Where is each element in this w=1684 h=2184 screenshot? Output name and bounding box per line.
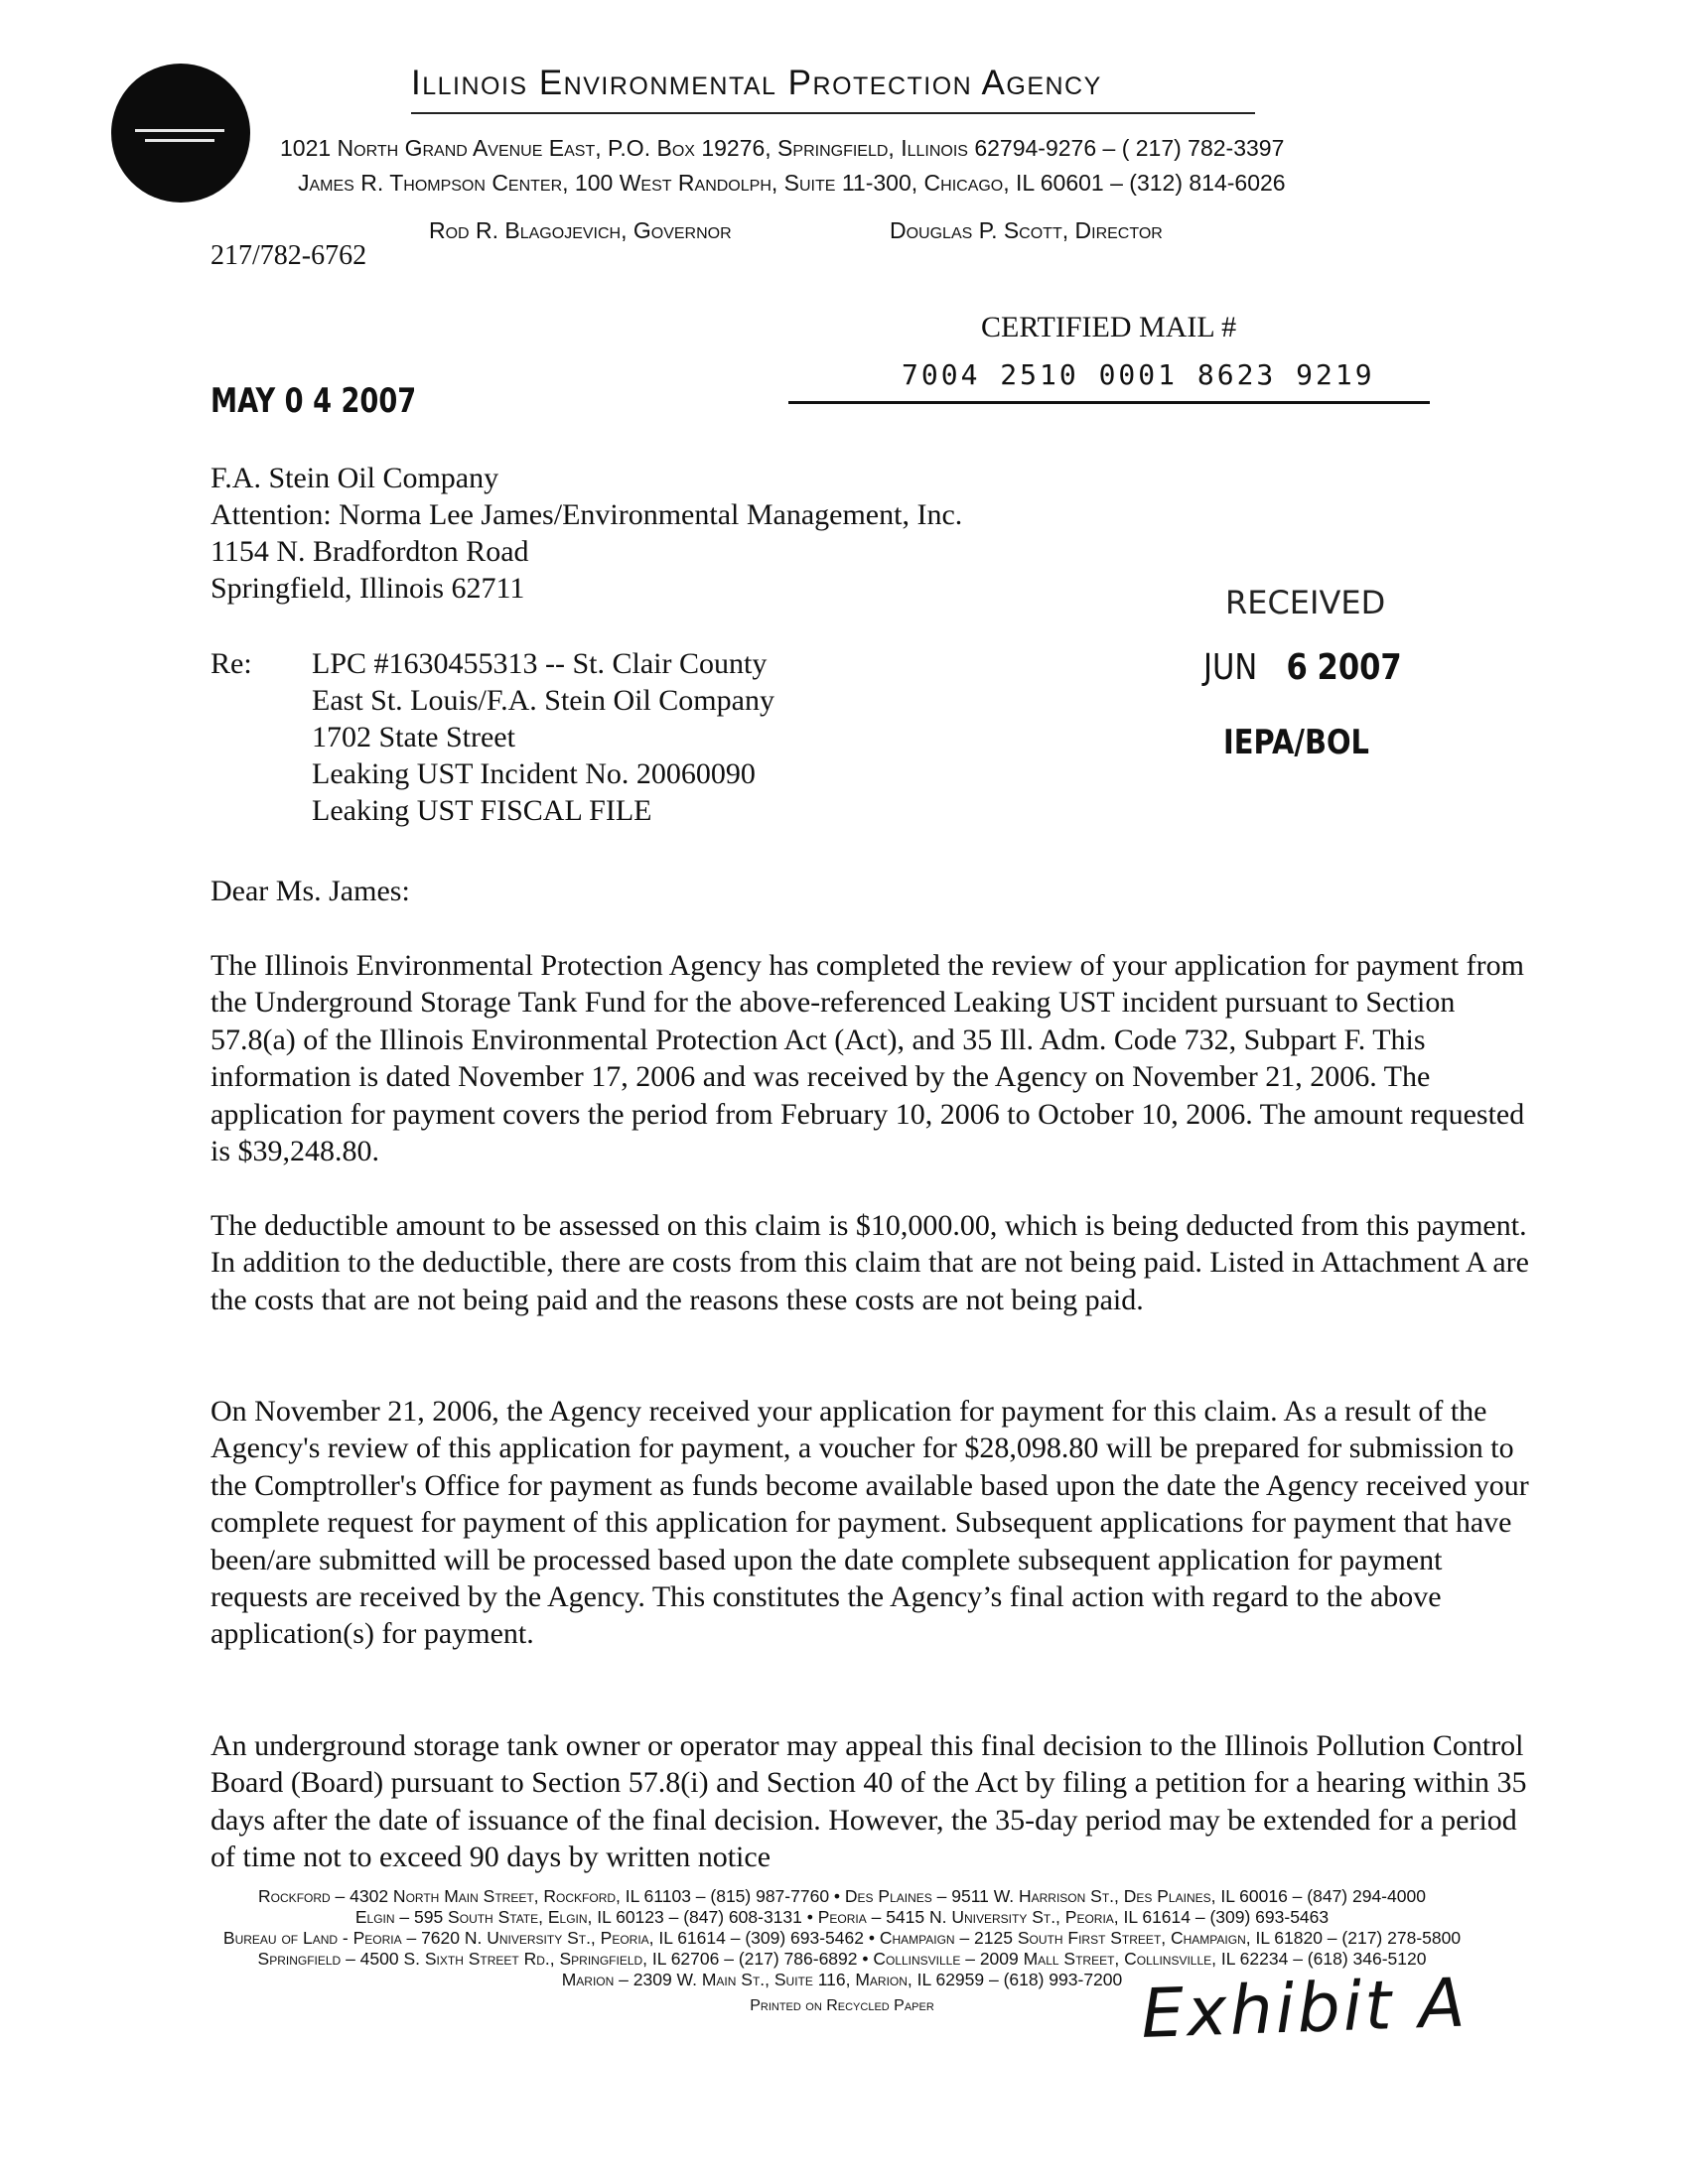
- letterhead-divider: [411, 112, 1255, 114]
- re-label: Re:: [210, 647, 252, 680]
- date-stamp: MAY 0 4 2007: [210, 381, 417, 421]
- re-line: 1702 State Street: [312, 721, 515, 753]
- paragraph-text: On November 21, 2006, the Agency received your application for payment for this claim. As a result of the Agency's review of this application for payment, a voucher for $28,098.80 will be prepared for submission to the Comptroller's Office for payment as funds become available based upon the date the Agency received your complete request for payment of this application for payment. Subsequent applications for payment that have been/are submitted will be processed based upon the date complete subsequent application for payment requests are received by the Agency. This constitutes the Agency’s final action with regard to the above application(s) for payment.: [210, 1395, 1529, 1651]
- body-paragraph: [210, 1207, 1541, 1318]
- governor-name: Rod R. Blagojevich, Governor: [429, 217, 732, 243]
- springfield-address: 1021 North Grand Avenue East, P.O. Box 19276, Springfield, Illinois 62794-9276 – ( 217) 782-3397: [280, 135, 1285, 161]
- re-line: East St. Louis/F.A. Stein Oil Company: [312, 684, 774, 717]
- certified-mail-label: CERTIFIED MAIL #: [981, 311, 1237, 343]
- exhibit-label: Exhibit A: [1140, 1964, 1470, 2054]
- chicago-address: James R. Thompson Center, 100 West Randolph, Suite 11-300, Chicago, IL 60601 – (312) 814-6026: [298, 170, 1286, 196]
- body-paragraph: [210, 1393, 1541, 1653]
- salutation: Dear Ms. James:: [210, 875, 410, 907]
- agency-name: Illinois Environmental Protection Agency: [411, 64, 1102, 102]
- footer-line: Rockford – 4302 North Main Street, Rockford, IL 61103 – (815) 987-7760 • Des Plaines – 9511 W. Harrison St., Des Plaines, IL 60016 – (847) 294-4000: [258, 1886, 1426, 1906]
- received-stamp-word: RECEIVED: [1225, 584, 1386, 621]
- footer-line: Bureau of Land - Peoria – 7620 N. University St., Peoria, IL 61614 – (309) 693-5462 • Champaign – 2125 South First Street, Champaign, IL 61820 – (217) 278-5800: [222, 1928, 1462, 1948]
- recipient-city: Springfield, Illinois 62711: [210, 572, 525, 605]
- received-stamp-day: 6: [1286, 647, 1308, 688]
- logo-stripe: [145, 139, 214, 142]
- re-line: LPC #1630455313 -- St. Clair County: [312, 647, 768, 680]
- received-stamp-year: 2007: [1317, 647, 1402, 688]
- recipient-attention: Attention: Norma Lee James/Environmental Management, Inc.: [210, 498, 963, 531]
- received-stamp-month: JUN: [1203, 647, 1258, 688]
- paragraph-text: The Illinois Environmental Protection Agency has completed the review of your application for payment from the Underground Storage Tank Fund for the above-referenced Leaking UST incident pursuant to Section 57.8(a) of the Illinois Environmental Protection Act (Act), and 35 Ill. Adm. Code 732, Subpart F. This information is dated November 17, 2006 and was received by the Agency on November 21, 2006. The application for payment covers the period from February 10, 2006 to October 10, 2006. The amount requested is $39,248.80.: [210, 949, 1525, 1168]
- certified-mail-underline: [788, 401, 1430, 404]
- paragraph-text: The deductible amount to be assessed on this claim is $10,000.00, which is being deducted from this payment. In addition to the deductible, there are costs from this claim that are not being paid. Listed in Attachment A are the costs that are not being paid and the reasons these costs are not being paid.: [210, 1209, 1529, 1316]
- recipient-street: 1154 N. Bradfordton Road: [210, 535, 529, 568]
- received-stamp-office: IEPA/BOL: [1223, 723, 1369, 762]
- director-name: Douglas P. Scott, Director: [890, 217, 1163, 243]
- footer-line: Elgin – 595 South State, Elgin, IL 60123 – (847) 608-3131 • Peoria – 5415 N. University St., Peoria, IL 61614 – (309) 693-5463: [354, 1907, 1330, 1927]
- footer-line: Marion – 2309 W. Main St., Suite 116, Marion, IL 62959 – (618) 993-7200: [561, 1970, 1123, 1989]
- recycled-paper-note: Printed on Recycled Paper: [750, 1997, 934, 2014]
- phone-number: 217/782-6762: [210, 240, 367, 271]
- body-paragraph: [210, 1727, 1541, 1876]
- logo-stripe: [135, 129, 224, 132]
- received-stamp-date: [1203, 647, 1402, 688]
- footer-line: Springfield – 4500 S. Sixth Street Rd., Springfield, IL 62706 – (217) 786-6892 • Collinsville – 2009 Mall Street, Collinsville, IL 62234 – (618) 346-5120: [257, 1949, 1427, 1969]
- re-line: Leaking UST Incident No. 20060090: [312, 757, 756, 790]
- certified-mail-number: 7004 2510 0001 8623 9219: [902, 358, 1375, 391]
- agency-logo: [111, 64, 250, 203]
- paragraph-text: An underground storage tank owner or operator may appeal this final decision to the Illinois Pollution Control Board (Board) pursuant to Section 57.8(i) and Section 40 of the Act by filing a petition for a hearing within 35 days after the date of issuance of the final decision. However, the 35-day period may be extended for a period of time not to exceed 90 days by written notice: [210, 1729, 1527, 1874]
- body-paragraph: [210, 947, 1541, 1169]
- recipient-company: F.A. Stein Oil Company: [210, 462, 499, 494]
- re-line: Leaking UST FISCAL FILE: [312, 794, 652, 827]
